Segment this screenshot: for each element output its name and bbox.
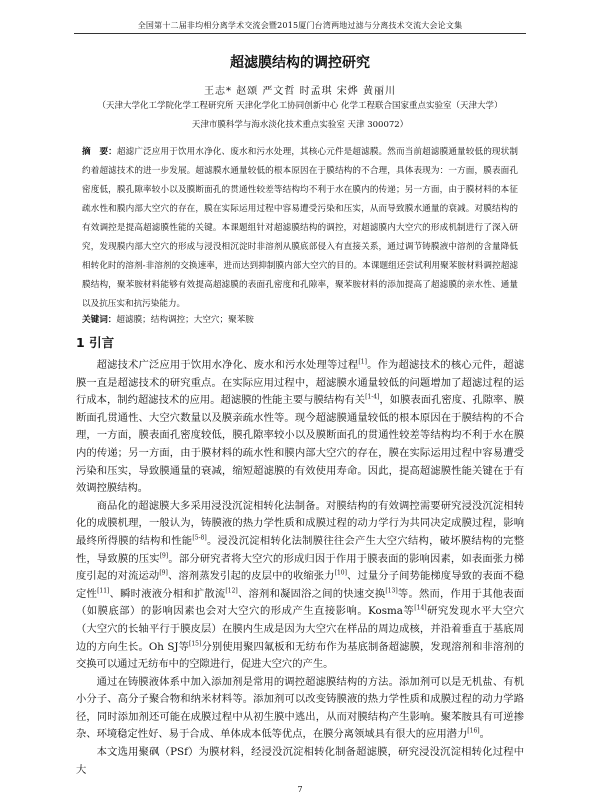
paragraph-text: 超滤技术广泛应用于饮用水净化、废水和污水处理等过程 xyxy=(96,359,359,371)
page-number: 7 xyxy=(297,785,303,794)
body-paragraph xyxy=(76,498,524,674)
affiliation-line-1: （天津大学化工学院化学工程研究所 天津化学化工协同创新中心 化学工程联合国家重点实验室（天津大学） xyxy=(97,101,503,111)
body-paragraph xyxy=(76,674,524,744)
abstract-text: 超滤广泛应用于饮用水净化、废水和污水处理，其核心元件是超滤膜。然而当前超滤膜通量较低的现状制约着超滤技术的进一步发展。超滤膜水通量较低的根本原因在于膜结构的不合理，具体表现为：一方面，膜表面孔密度低，膜孔隙率较小以及膜断面孔的贯通性较差等结构均不利于水在膜内的传递；另一方面，由于膜材料的本征疏水性和膜内部大空穴的存在，膜在实际运用过程中容易遭受污染和压实，从而导致膜水通量的衰减。对膜结构的有效调控是提高超滤膜性能的关键。本课题组针对超滤膜结构的调控，对超滤膜内大空穴的形成机制进行了深入研究，发现膜内部大空穴的形成与浸没相沉淀时非溶剂从膜底部侵入有直接关系，通过调节铸膜液中溶剂的含量降低相转化时的溶剂-非溶剂的交换速率，进而达到抑制膜内部大空穴的目的。本课题组还尝试利用聚苯胺材料调控超滤膜结构，聚苯胺材料能够有效提高超滤膜的表面孔密度和孔隙率，聚苯胺材料的添加提高了超滤膜的亲水性、通量以及抗压实和抗污染能力。 xyxy=(82,147,518,309)
citation-ref: [11] xyxy=(97,587,110,595)
citation-ref: [13] xyxy=(385,587,398,595)
author-list: 王志* 赵颂 严文哲 时孟琪 宋烨 黄丽川 xyxy=(204,86,396,97)
paragraph-text: 分别使用聚四氟板和无纺布作为基底制备超滤膜，发现溶剂和非溶剂的交换可以通过无纺布中的空隙进行，促进大空穴的产生。 xyxy=(76,640,524,671)
paragraph-text: 、瞬时液液分相和扩散流 xyxy=(109,587,226,600)
paragraph-text: 。浸没沉淀相转化法制膜往往会产生大空穴结构，破坏膜结构的完整性，导致膜的压实 xyxy=(76,534,525,565)
abstract xyxy=(82,143,518,314)
citation-ref: [9] xyxy=(159,569,168,577)
citation-ref: [10] xyxy=(334,569,347,577)
affiliation-line-2: 天津市膜科学与海水淡化技术重点实验室 天津 300072） xyxy=(191,120,409,130)
keywords xyxy=(82,313,518,325)
citation-ref: [9] xyxy=(159,552,169,560)
paragraph-text: ，如膜表面孔密度、孔隙率、膜断面孔贯通性、大空穴数量以及膜亲疏水性等。现今超滤膜通量较低的根本原因在于膜结构的不合理，一方面，膜表面孔密度较低，膜孔隙率较小以及膜断面孔的贯通性较差等结构均不利于水在膜内的传递；另一方面，由于膜材料的疏水性和膜内部大空穴的存在，膜在实际运用过程中容易遭受污染和压实，导致膜通量的衰减，缩短超滤膜的有效使用寿命。因此，提高超滤膜性能关键在于有效调控膜结构。 xyxy=(76,394,525,495)
paragraph-text: 。部分研究者将大空穴的形成归因于作用于膜表面的影响因素，如表面张力梯度引起的对流运动 xyxy=(76,552,525,583)
citation-ref: [14] xyxy=(414,604,427,612)
running-header: 全国第十二届非均相分离学术交流会暨2015厦门台湾两地过滤与分离技术交流大会论文集 xyxy=(137,21,463,30)
body-paragraph xyxy=(76,357,524,498)
body-text xyxy=(76,357,524,779)
paragraph-text: 本文选用聚砜（PSf）为膜材料，经浸没沉淀相转化制备超滤膜，研究浸没沉淀相转化过程中大 xyxy=(76,746,524,776)
paragraph-text: 、溶剂蒸发引起的皮层中的收缩张力 xyxy=(167,570,335,583)
paragraph-text: 、过量分子间势能梯度导致的表面不稳定性 xyxy=(76,570,525,600)
paragraph-text: 。作为超滤技术的核心元件，超滤膜一直是超滤技术的研究重点。在实际应用过程中，超滤膜水通量较低的问题增加了超滤过程的运行成本，制约超滤技术的应用。超滤膜的性能主要与膜结构有关 xyxy=(76,359,525,407)
citation-ref: [1] xyxy=(358,358,367,366)
section-heading xyxy=(76,333,114,351)
citation-ref: [15] xyxy=(189,640,202,648)
section-title: 引言 xyxy=(89,335,115,350)
paragraph-text: 商品化的超滤膜大多采用浸没沉淀相转化法制备。对膜结构的有效调控需要研究浸没沉淀相转化的成膜机理，一般认为，铸膜液的热力学性质和成膜过程的动力学行为共同决定成膜过程，影响最终所得膜的结构和性能 xyxy=(76,499,524,547)
citation-ref: [5-8] xyxy=(192,534,207,542)
paper-title: 超滤膜结构的调控研究 xyxy=(230,55,370,71)
paragraph-text: 等。然而，作用于其他表面（如膜底部）的影响因素也会对大空穴的形成产生直接影响。Kosma等 xyxy=(76,587,525,618)
paragraph-text: 研究发现水平大空穴（大空穴的长轴平行于膜皮层）在膜内生成是因为大空穴在样品的周边成核，并沿着垂直于基底周边的方向生长。Oh SJ等 xyxy=(76,605,524,653)
body-paragraph xyxy=(76,744,524,779)
abstract-label: 摘 要： xyxy=(82,147,117,157)
citation-ref: [12] xyxy=(225,587,238,595)
keywords-text: 超滤膜；结构调控；大空穴；聚苯胺 xyxy=(116,315,254,325)
citation-ref: [16] xyxy=(467,728,480,736)
paragraph-text: 。 xyxy=(479,728,490,741)
keywords-label: 关键词： xyxy=(82,315,117,325)
paragraph-text: 通过在铸膜液体系中加入添加剂是常用的调控超滤膜结构的方法。添加剂可以是无机盐、有机小分子、高分子聚合物和纳米材料等。添加剂可以改变铸膜液的热力学性质和成膜过程的动力学路径，同时添加剂还可能在成膜过程中从初生膜中逃出，从而对膜结构产生影响。聚苯胺具有可逆掺杂、环境稳定性好、易于合成、单体成本低等优点，在膜分离领域具有很大的应用潜力 xyxy=(76,675,524,741)
section-number: 1 xyxy=(76,335,85,350)
paragraph-text: 、溶剂和凝固浴之间的快速交换 xyxy=(237,587,386,600)
header-rule xyxy=(74,33,526,34)
citation-ref: [1-4] xyxy=(365,393,380,401)
